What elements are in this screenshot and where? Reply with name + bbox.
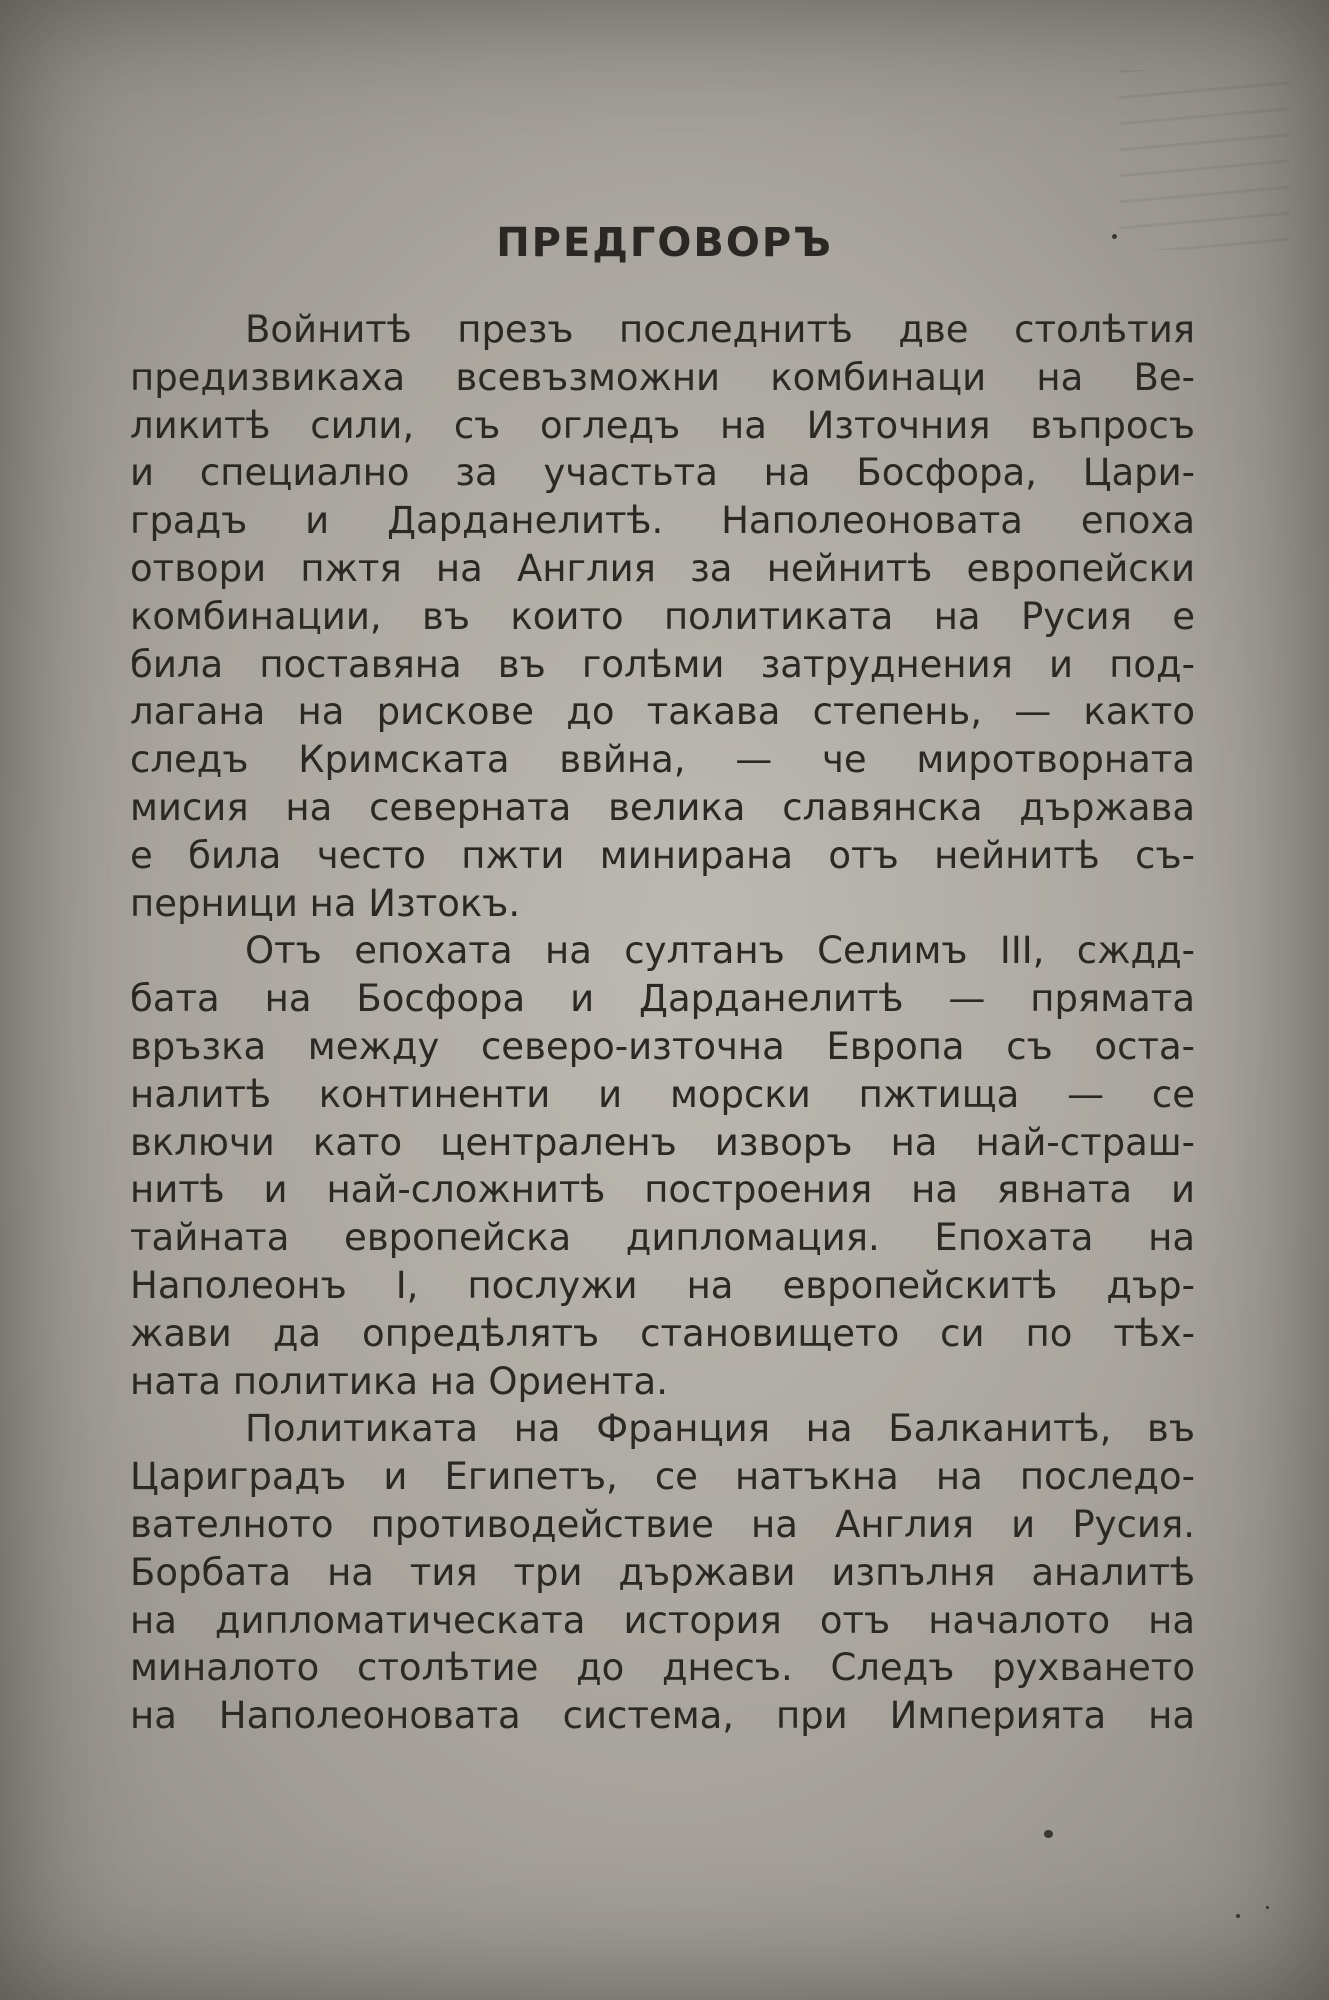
text-line: ликитѣ сили, съ огледъ на Източния въпросъ (130, 403, 1195, 447)
page-title: ПРЕДГОВОРЪ (496, 220, 833, 266)
text-line: Отъ епохата на султанъ Селимъ III, сждд- (245, 929, 1195, 973)
text-line: миналото столѣтие до днесъ. Следъ рухването (130, 1646, 1195, 1690)
paragraph-3 (130, 1405, 1195, 1740)
text-line: включи като централенъ изворъ на най-страш- (130, 1120, 1195, 1164)
text-line: перници на Изтокъ. (130, 881, 521, 925)
text-line: и специално за участьта на Босфора, Цари- (130, 451, 1195, 495)
text-line: била поставяна въ голѣми затруднения и под- (130, 642, 1195, 686)
text-line: мисия на северната велика славянска държава (130, 785, 1195, 829)
text-line: Наполеонъ I, послужи на европейскитѣ дър- (130, 1263, 1195, 1307)
text-line: е била често пжти минирана отъ нейнитѣ съ- (130, 833, 1195, 877)
text-line: отвори пжтя на Англия за нейнитѣ европейски (130, 546, 1195, 590)
text-line: жави да опредѣлятъ становището си по тѣх- (130, 1311, 1195, 1355)
text-line: лагана на рискове до такава степень, — както (130, 690, 1195, 734)
text-line: нитѣ и най-сложнитѣ построения на явната и (130, 1168, 1195, 1212)
paragraph-1 (130, 306, 1195, 927)
text-line: комбинации, въ които политиката на Русия е (130, 594, 1195, 638)
text-line: предизвикаха всевъзможни комбинаци на Ве- (130, 355, 1195, 399)
text-line: Цариградъ и Египетъ, се натъкна на последо- (130, 1455, 1195, 1499)
text-line: Борбата на тия три държави изпълня аналитѣ (130, 1550, 1195, 1594)
paper-speck (1266, 1906, 1269, 1909)
text-line: на Наполеоновата система, при Империята на (130, 1694, 1195, 1738)
text-line: Войнитѣ презъ последнитѣ две столѣтия (245, 308, 1195, 351)
text-line: ната политика на Ориента. (130, 1359, 668, 1403)
paragraph-2 (130, 927, 1195, 1405)
text-line: на дипломатическата история отъ началото на (130, 1598, 1195, 1642)
text-line: градъ и Дарданелитѣ. Наполеоновата епоха (130, 499, 1195, 543)
body-text (130, 306, 1195, 1740)
text-line: тайната европейска дипломация. Епохата на (130, 1216, 1195, 1260)
text-line: следъ Кримската ввйна, — че миротворната (130, 738, 1195, 782)
text-line: връзка между северо-източна Европа съ оста- (130, 1024, 1195, 1068)
paper-speck (1236, 1914, 1240, 1918)
text-line: вателното противодействие на Англия и Русия. (130, 1502, 1195, 1546)
text-line: Политиката на Франция на Балканитѣ, въ (245, 1407, 1195, 1451)
text-line: бата на Босфора и Дарданелитѣ — прямата (130, 977, 1195, 1021)
paper-speck (1044, 1830, 1053, 1838)
text-line: налитѣ континенти и морски пжтища — се (130, 1072, 1195, 1116)
